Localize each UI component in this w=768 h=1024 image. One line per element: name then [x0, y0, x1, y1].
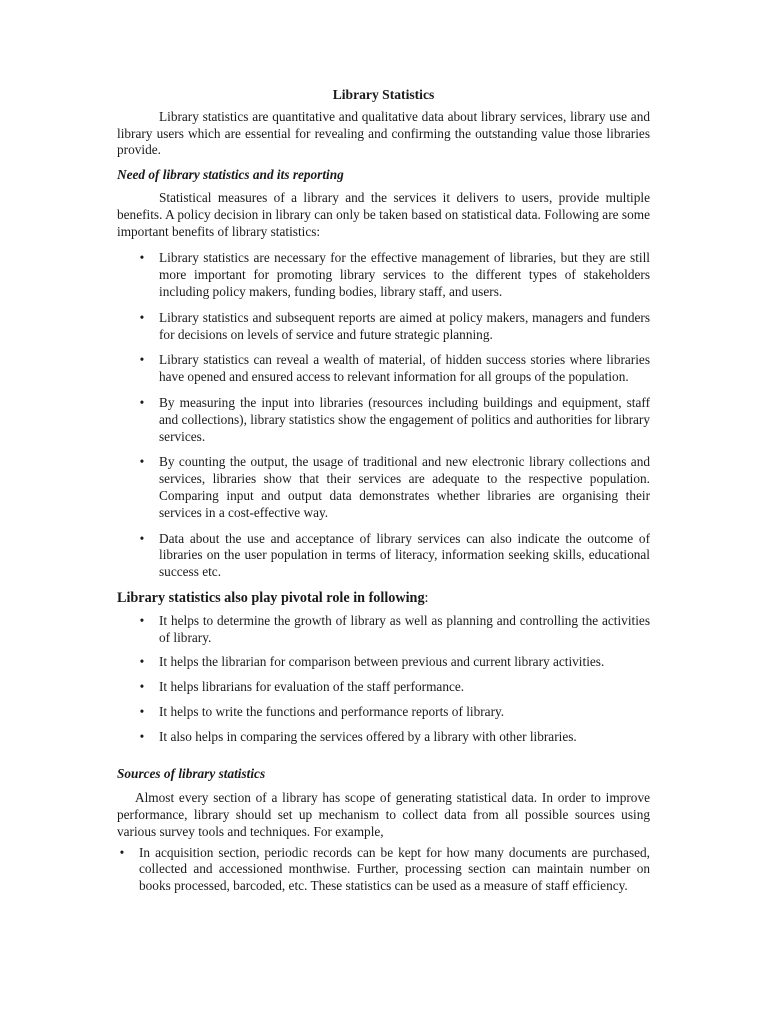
list-item: [117, 531, 650, 581]
list-item: [117, 729, 650, 746]
section-heading-sources: Sources of library statistics: [117, 765, 266, 781]
list-item-text: Library statistics are necessary for the effective management of libraries, but they are still more important for promoting library services to the different types of stakeholders including policy makers, funding bodies, library staff, and users.: [159, 250, 650, 299]
bullet-icon: •: [139, 309, 145, 325]
bullet-icon: •: [119, 844, 125, 860]
list-item-text: Library statistics can reveal a wealth of material, of hidden success stories where libraries have opened and ensured access to relevant information for all groups of the population.: [159, 352, 650, 385]
list-item: [117, 310, 650, 344]
list-item-text: It helps the librarian for comparison between previous and current library activities.: [159, 654, 605, 670]
bullet-icon: •: [139, 612, 145, 628]
list-item: [117, 250, 650, 300]
list-item-text: It helps to write the functions and performance reports of library.: [159, 703, 505, 719]
section-sources-paragraph: Almost every section of a library has scope of generating statistical data. In order to improve performance, library should set up mechanism to collect data from all possible sources using various survey tools and techniques. For example,: [117, 790, 650, 839]
list-item: [117, 395, 650, 445]
list-item-text: It helps librarians for evaluation of the staff performance.: [159, 679, 465, 695]
sources-list: [117, 845, 650, 895]
intro-paragraph: Library statistics are quantitative and qualitative data about library services, library use and library users which are essential for revealing and confirming the outstanding value those libraries provide.: [117, 108, 650, 158]
bullet-icon: •: [139, 654, 145, 670]
bullet-icon: •: [139, 679, 145, 695]
page-title: Library Statistics: [332, 87, 435, 102]
bullet-icon: •: [139, 394, 145, 410]
list-item: [117, 704, 650, 721]
pivotal-role-list: [117, 613, 650, 746]
bullet-icon: •: [139, 728, 145, 744]
bullet-icon: •: [139, 530, 145, 546]
list-item-text: By measuring the input into libraries (resources including buildings and equipment, staff and collections), library statistics show the engagement of politics and authorities for library services.: [159, 394, 650, 444]
list-item: [117, 454, 650, 521]
list-item: [117, 654, 650, 671]
list-item-text: It also helps in comparing the services offered by a library with other libraries.: [159, 728, 577, 744]
bullet-icon: •: [139, 703, 145, 719]
list-item-text: In acquisition section, periodic records can be kept for how many documents are purchased, collected and accessioned monthwise. Further, processing section can maintain number on books processed, barcoded, etc. These statistics can be used as a measure of staff efficiency.: [139, 844, 650, 894]
section-heading-pivotal-text: Library statistics also play pivotal role in following: [117, 589, 425, 606]
list-item: [117, 613, 650, 647]
section-heading-need: Need of library statistics and its reporting: [117, 167, 344, 183]
bullet-icon: •: [139, 352, 145, 368]
list-item-text: Data about the use and acceptance of library services can also indicate the outcome of libraries on the user population in terms of literacy, information seeking skills, educational success etc.: [159, 530, 650, 580]
spacer: [117, 754, 650, 766]
list-item-text: Library statistics and subsequent reports are aimed at policy makers, managers and funders for decisions on levels of service and future strategic planning.: [159, 309, 650, 342]
section-need-paragraph: Statistical measures of a library and the services it delivers to users, provide multiple benefits. A policy decision in library can only be taken based on statistical data. Following are some important benefits of library statistics:: [117, 189, 650, 239]
bullet-icon: •: [139, 454, 145, 470]
list-item: [117, 679, 650, 696]
section-heading-pivotal: [117, 590, 650, 607]
list-item: [117, 352, 650, 386]
list-item: [117, 845, 650, 895]
list-item-text: By counting the output, the usage of traditional and new electronic library collections and services, libraries show that their services are adequate to the respective population. Comparing input and output data demonstrates whether libraries are organising their services in a cost-effective way.: [159, 454, 650, 520]
benefits-list: [117, 250, 650, 581]
list-item-text: It helps to determine the growth of library as well as planning and controlling the activities of library.: [159, 612, 650, 645]
heading-colon: :: [424, 589, 429, 606]
bullet-icon: •: [139, 250, 145, 266]
